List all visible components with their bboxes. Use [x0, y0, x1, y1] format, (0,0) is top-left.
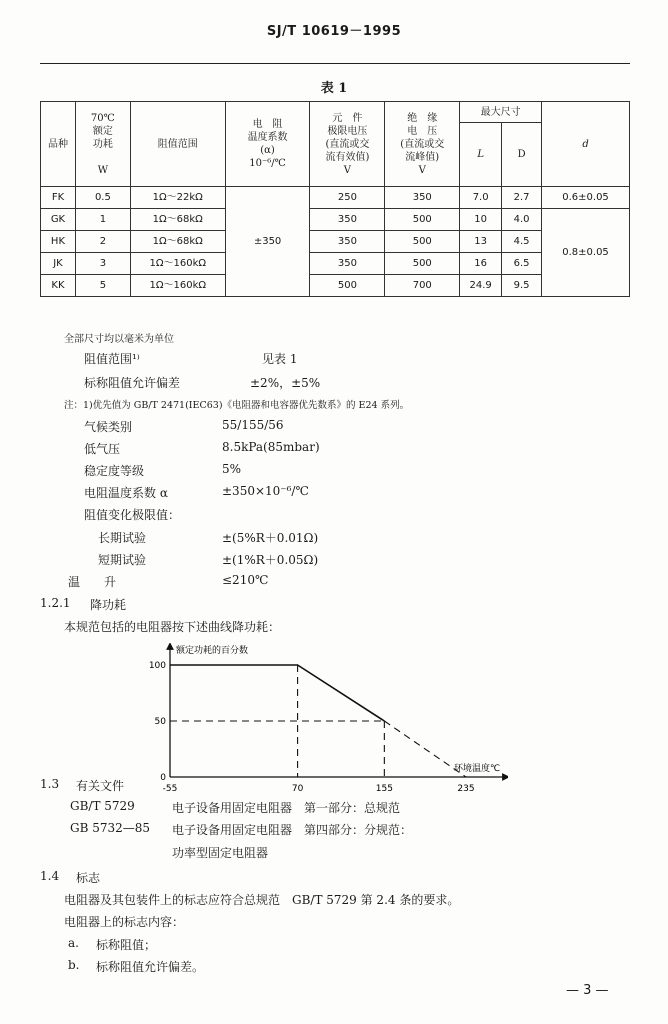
series-extension [384, 721, 466, 777]
short-test-label: 短期试验 [98, 553, 147, 567]
cell-power: 3 [75, 253, 130, 275]
cell-D: 9.5 [502, 275, 542, 297]
derating-chart [148, 643, 508, 798]
x-tick-label: 155 [375, 784, 393, 794]
cell-power: 2 [75, 231, 130, 253]
cell-variety: HK [41, 231, 76, 253]
cell-power: 1 [75, 209, 130, 231]
cell-insulation: 350 [385, 187, 460, 209]
stability-label: 稳定度等级 [84, 464, 145, 478]
temp-rise-label: 温 升 [68, 575, 117, 589]
cell-D: 4.0 [502, 209, 542, 231]
temp-rise-value: ≤210℃ [222, 573, 269, 587]
table-caption: 表 1 [320, 81, 348, 96]
units-note: 全部尺寸均以毫米为单位 [64, 334, 174, 345]
section-1-2-1-body: 本规范包括的电阻器按下述曲线降功耗： [64, 620, 281, 634]
cell-L: 13 [460, 231, 502, 253]
list-item-text: 标称阻值； [96, 938, 157, 952]
cell-variety: FK [41, 187, 76, 209]
doc-code: GB/T 5729 [70, 799, 135, 813]
section-1-2-1-title: 降功耗 [90, 598, 127, 612]
footnote: 注：1)优先值为 GB/T 2471(IEC63)《电阻器和电容器优先数系》的 E24 系列。 [64, 400, 410, 411]
cell-voltage: 250 [310, 187, 385, 209]
section-1-3-number: 1.3 [40, 777, 60, 791]
th-tcr: 电 阻 温度系数 (α) 10⁻⁶/℃ [225, 102, 310, 187]
section-1-4-number: 1.4 [40, 869, 60, 883]
section-1-3-title: 有关文件 [76, 779, 125, 793]
y-axis-label: 额定功耗的百分数 [176, 646, 249, 656]
cell-power: 0.5 [75, 187, 130, 209]
cell-L: 24.9 [460, 275, 502, 297]
th-voltage: 元 件 极限电压 (直流或交 流有效值) V [310, 102, 385, 187]
table-row [41, 275, 630, 297]
tolerance-label: 标称阻值允许偏差 [84, 376, 181, 390]
derating-chart-svg [148, 643, 508, 798]
cell-voltage: 350 [310, 209, 385, 231]
resistance-range-label: 阻值范围¹⁾ [84, 352, 140, 366]
doc-title-cont: 功率型固定电阻器 [172, 846, 269, 860]
cell-power: 5 [75, 275, 130, 297]
cell-L: 16 [460, 253, 502, 275]
cell-L: 10 [460, 209, 502, 231]
short-test-value: ±(1%R＋0.05Ω) [222, 553, 319, 567]
long-test-label: 长期试验 [98, 531, 147, 545]
th-max-size: 最大尺寸 [460, 102, 542, 123]
doc-title: 电子设备用固定电阻器 第四部分：分规范： [172, 823, 413, 837]
section-1-4-body2: 电阻器上的标志内容： [64, 915, 185, 929]
y-tick-label: 50 [154, 717, 166, 727]
th-insulation: 绝 缘 电 压 (直流或交 流峰值) V [385, 102, 460, 187]
th-L: L [460, 123, 502, 187]
limit-label: 阻值变化极限值： [84, 508, 181, 522]
x-tick-label: 70 [291, 784, 304, 794]
th-power: 70℃ 额定 功耗 W [75, 102, 130, 187]
section-1-2-1-number: 1.2.1 [40, 596, 71, 610]
th-range: 阻值范围 [130, 102, 225, 187]
low-pressure-label: 低气压 [84, 442, 121, 456]
tcr-label: 电阻温度系数 α [84, 486, 168, 500]
doc-title: 电子设备用固定电阻器 第一部分：总规范 [172, 801, 401, 815]
th-variety: 品种 [41, 102, 76, 187]
table-row [41, 253, 630, 275]
long-test-value: ±(5%R＋0.01Ω) [222, 531, 319, 545]
cell-insulation: 500 [385, 253, 460, 275]
spec-table [40, 101, 630, 297]
cell-D: 2.7 [502, 187, 542, 209]
cell-voltage: 350 [310, 231, 385, 253]
table-row [41, 187, 630, 209]
doc-code: GB 5732—85 [70, 821, 151, 835]
series-derating [170, 665, 384, 721]
cell-range: 1Ω～68kΩ [130, 209, 225, 231]
climate-value: 55/155/56 [222, 418, 284, 432]
cell-insulation: 700 [385, 275, 460, 297]
list-item-mark: b. [68, 958, 80, 972]
cell-voltage: 500 [310, 275, 385, 297]
cell-D: 4.5 [502, 231, 542, 253]
cell-tcr-value: ±350 [225, 187, 310, 297]
cell-range: 1Ω～68kΩ [130, 231, 225, 253]
x-axis-label: 环境温度℃ [454, 764, 501, 774]
standard-code: SJ/T 10619－1995 [266, 24, 402, 39]
y-tick-label: 100 [148, 661, 166, 671]
tcr-value: ±350×10⁻⁶/℃ [222, 484, 309, 498]
cell-variety: JK [41, 253, 76, 275]
section-1-4-title: 标志 [76, 871, 101, 885]
table-row [41, 231, 630, 253]
cell-d-fk: 0.6±0.05 [542, 187, 630, 209]
cell-D: 6.5 [502, 253, 542, 275]
cell-variety: KK [41, 275, 76, 297]
th-d-lower: d [542, 102, 630, 187]
cell-insulation: 500 [385, 209, 460, 231]
y-tick-label: 0 [160, 773, 166, 783]
cell-L: 7.0 [460, 187, 502, 209]
low-pressure-value: 8.5kPa(85mbar) [222, 440, 320, 454]
cell-d-rest: 0.8±0.05 [542, 209, 630, 297]
cell-range: 1Ω～22kΩ [130, 187, 225, 209]
tolerance-value: ±2%，±5% [250, 376, 321, 390]
stability-value: 5% [222, 462, 242, 476]
cell-insulation: 500 [385, 231, 460, 253]
cell-voltage: 350 [310, 253, 385, 275]
list-item-mark: a. [68, 936, 79, 950]
table-row [41, 209, 630, 231]
cell-variety: GK [41, 209, 76, 231]
x-tick-label: 235 [457, 784, 475, 794]
th-D: D [502, 123, 542, 187]
x-tick-label: -55 [162, 784, 178, 794]
header-rule [40, 63, 630, 64]
list-item-text: 标称阻值允许偏差。 [96, 960, 205, 974]
climate-label: 气候类别 [84, 420, 133, 434]
cell-range: 1Ω～160kΩ [130, 275, 225, 297]
cell-range: 1Ω～160kΩ [130, 253, 225, 275]
page-number: — 3 — [566, 983, 609, 998]
resistance-range-value: 见表 1 [262, 352, 298, 366]
section-1-4-body1: 电阻器及其包装件上的标志应符合总规范 GB/T 5729 第 2.4 条的要求。 [64, 893, 460, 907]
